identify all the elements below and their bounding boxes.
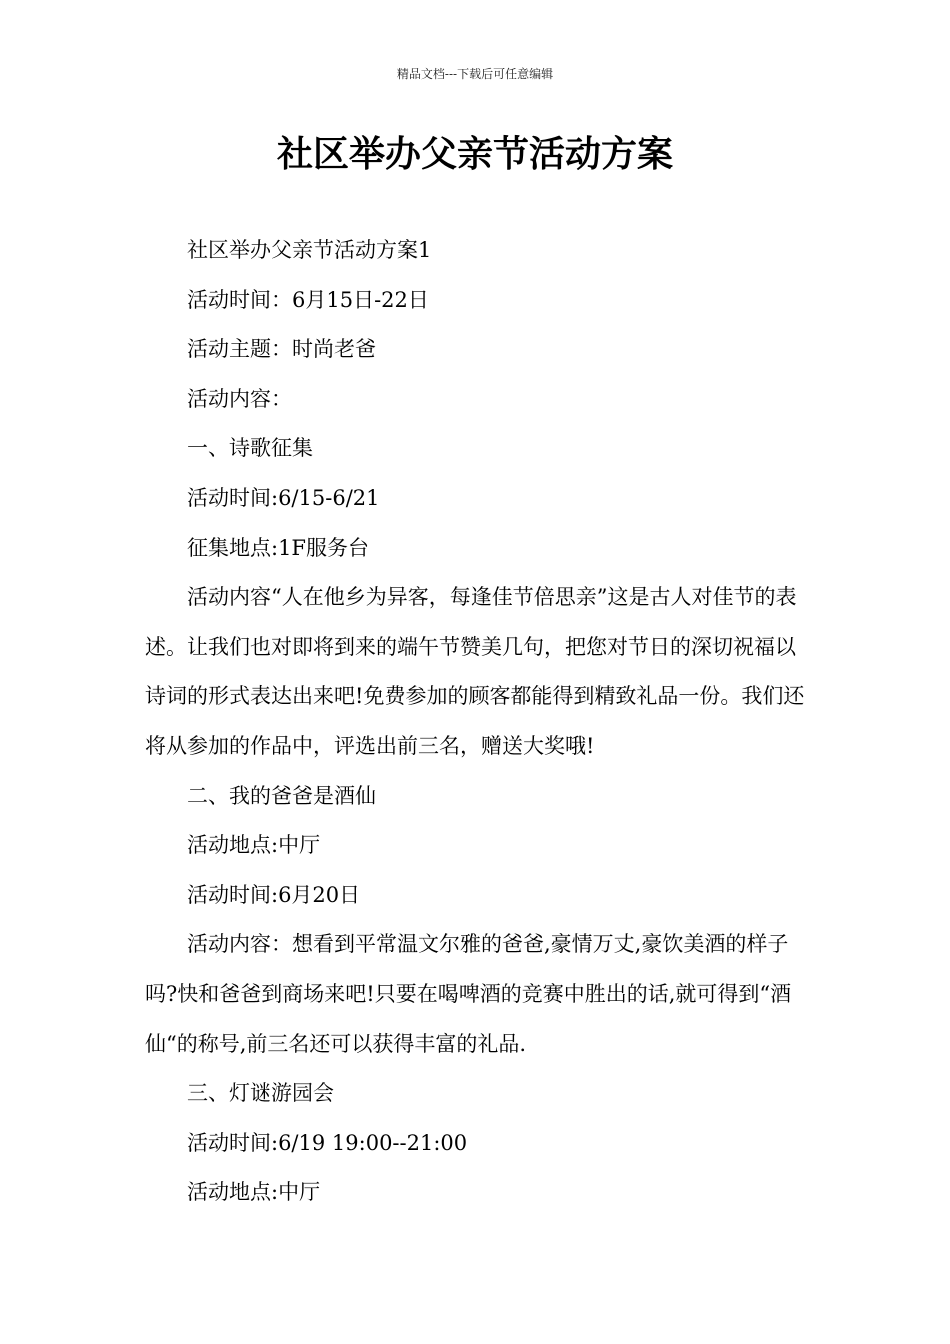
activity-time-paragraph: 活动时间：6月15日-22日 — [187, 287, 429, 312]
section-3-time: 活动时间:6/19 19:00--21:00 — [187, 1130, 468, 1155]
section-heading-2: 二、我的爸爸是酒仙 — [187, 783, 376, 808]
section-1-location: 征集地点:1F服务台 — [187, 535, 370, 560]
section-3-location: 活动地点:中厅 — [187, 1180, 321, 1205]
section-heading-3: 三、灯谜游园会 — [187, 1081, 334, 1106]
section-2-time: 活动时间:6月20日 — [187, 882, 361, 907]
section-1-time: 活动时间:6/15-6/21 — [187, 485, 380, 510]
activity-content-heading: 活动内容： — [187, 386, 292, 411]
header-note: 精品文档---下载后可任意编辑 — [396, 67, 554, 81]
document-body — [145, 226, 807, 1218]
activity-theme-paragraph: 活动主题：时尚老爸 — [187, 337, 376, 362]
document-title: 社区举办父亲节活动方案 — [276, 133, 673, 175]
subtitle-paragraph: 社区举办父亲节活动方案1 — [187, 238, 432, 262]
section-2-content: 活动内容：想看到平常温文尔雅的爸爸,豪情万丈,豪饮美酒的样子吗?快和爸爸到商场来吧!只要在喝啤酒的竞赛中胜出的话,就可得到“酒仙“的称号,前三名还可以获得丰富的礼品. — [145, 932, 792, 1056]
section-2-location: 活动地点:中厅 — [187, 833, 321, 858]
section-1-content: 活动内容“人在他乡为异客，每逢佳节倍思亲”这是古人对佳节的表述。让我们也对即将到来的端午节赞美几句，把您对节日的深切祝福以诗词的形式表达出来吧!免费参加的顾客都能得到精致礼品一份。我们还将从参加的作品中，评选出前三名，赠送大奖哦! — [145, 585, 805, 758]
section-heading-1: 一、诗歌征集 — [187, 436, 313, 461]
